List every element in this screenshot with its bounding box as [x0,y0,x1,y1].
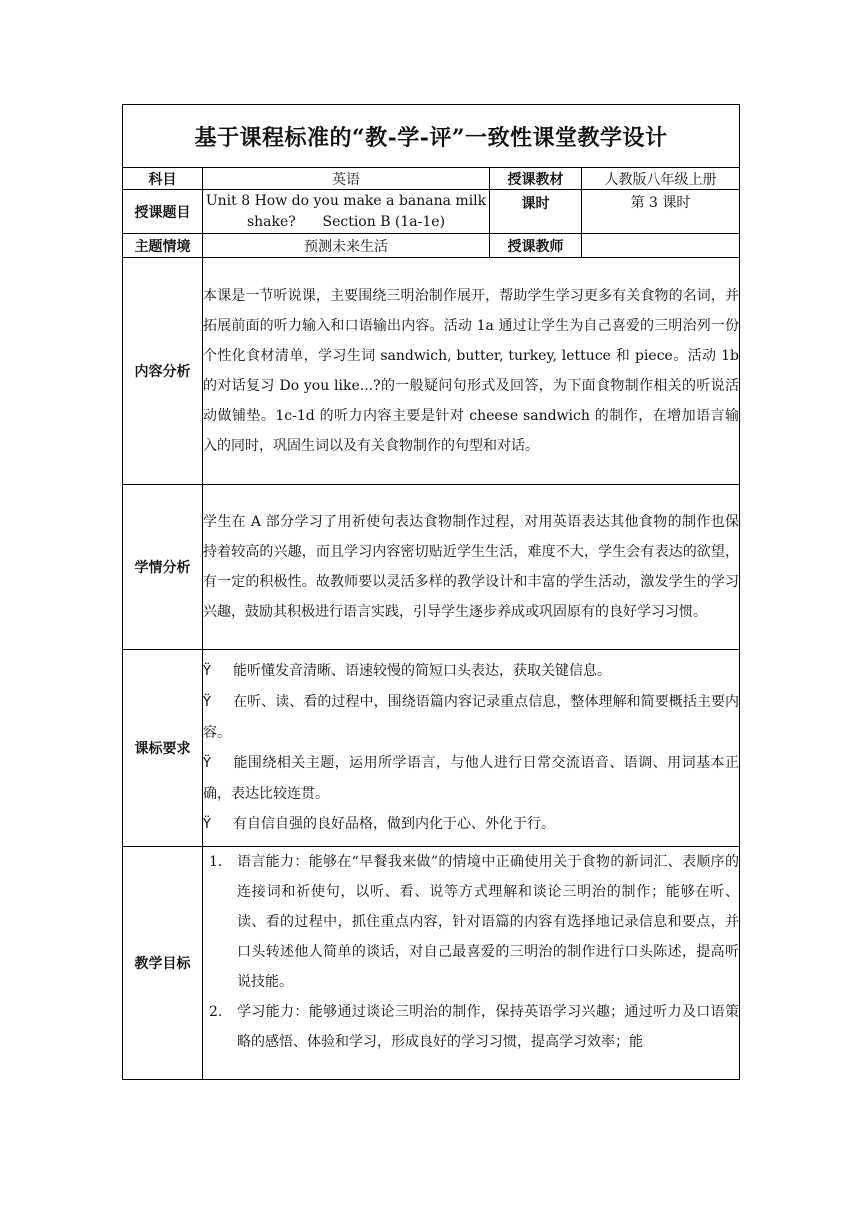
objective-item: 1. 语言能力：能够在“早餐我来做”的情境中正确使用关于食物的新词汇、表顺序的连接词和祈使句，以听、看、说等方式理解和谈论三明治的制作；能够在听、读、看的过程中，抓住重点内容，针对语篇的内容有选择地记录信息和要点，并口头转述他人简单的谈话，对自己最喜爱的三明治的制作进行口头陈述，提高听说技能。 [203,847,739,997]
material-value: 人教版八年级上册 [582,168,740,190]
title-row [123,105,740,168]
teacher-value [582,234,740,258]
teacher-label: 授课教师 [490,234,582,258]
student-analysis-text: 学生在 A 部分学习了用祈使句表达食物制作过程，对用英语表达其他食物的制作也保持着较高的兴趣，而且学习内容密切贴近学生生活，难度不大，学生会有表达的欲望，有一定的积极性。故教师要以灵活多样的教学设计和丰富的学生活动，激发学生的学习兴趣，鼓励其积极进行语言实践，引导学生逐步养成或巩固原有的良好学习习惯。 [203,485,740,650]
lesson-plan-table [122,104,740,1080]
standards-item: Ÿ 在听、读、看的过程中，围绕语篇内容记录重点信息，整体理解和简要概括主要内容。 [203,687,739,748]
topic-label: 授课题目 [123,190,203,234]
standards-row [123,650,740,847]
standards-item: Ÿ 能围绕相关主题，运用所学语言，与他人进行日常交流语音、语调、用词基本正确，表达比较连贯。 [203,748,739,809]
material-label: 授课教材 [490,168,582,190]
document-title: 基于课程标准的“教-学-评”一致性课堂教学设计 [123,105,740,168]
objectives-row [123,847,740,1080]
topic-value-line2: shake? Section B (1a-1e) [246,214,446,230]
lesson-plan-document [122,104,739,1080]
theme-value: 预测未来生活 [203,234,490,258]
objectives-list [203,847,740,1080]
period-value: 第 3 课时 [582,190,740,234]
bullet-icon: Ÿ [203,817,211,832]
objective-number: 1. [209,854,223,870]
content-analysis-row [123,258,740,485]
student-analysis-label: 学情分析 [123,485,203,650]
topic-value [203,190,490,234]
objectives-label: 教学目标 [123,847,203,1080]
subject-value: 英语 [203,168,490,190]
content-analysis-text: 本课是一节听说课，主要围绕三明治制作展开，帮助学生学习更多有关食物的名词，并拓展前面的听力输入和口语输出内容。活动 1a 通过让学生为自己喜爱的三明治列一份个性化食材清单，学习生词 sandwich, butter, turkey, lettuce 和 piece。活动 1b 的对话复习 Do you like...?的一般疑问句形式及回答，为下面食物制作相关的听说活动做铺垫。1c-1d 的听力内容主要是针对 cheese sandwich 的制作，在增加语言输入的同时，巩固生词以及有关食物制作的句型和对话。 [203,258,740,485]
subject-row [123,168,740,190]
standards-item: Ÿ 能听懂发音清晰、语速较慢的简短口头表达，获取关键信息。 [203,656,739,687]
bullet-icon: Ÿ [203,695,211,710]
standards-list [203,650,740,847]
theme-row [123,234,740,258]
topic-value-line1: Unit 8 How do you make a banana milk [205,193,487,209]
objective-number: 2. [209,1004,223,1020]
bullet-icon: Ÿ [203,756,211,771]
theme-label: 主题情境 [123,234,203,258]
subject-label: 科目 [123,168,203,190]
standards-item: Ÿ 有自信自强的良好品格，做到内化于心、外化于行。 [203,809,739,840]
content-analysis-label: 内容分析 [123,258,203,485]
period-label: 课时 [490,190,582,234]
standards-label: 课标要求 [123,650,203,847]
topic-row [123,190,740,234]
objective-item: 2. 学习能力：能够通过谈论三明治的制作，保持英语学习兴趣；通过听力及口语策略的感悟、体验和学习，形成良好的学习习惯，提高学习效率；能 [203,997,739,1057]
student-analysis-row [123,485,740,650]
bullet-icon: Ÿ [203,664,211,679]
